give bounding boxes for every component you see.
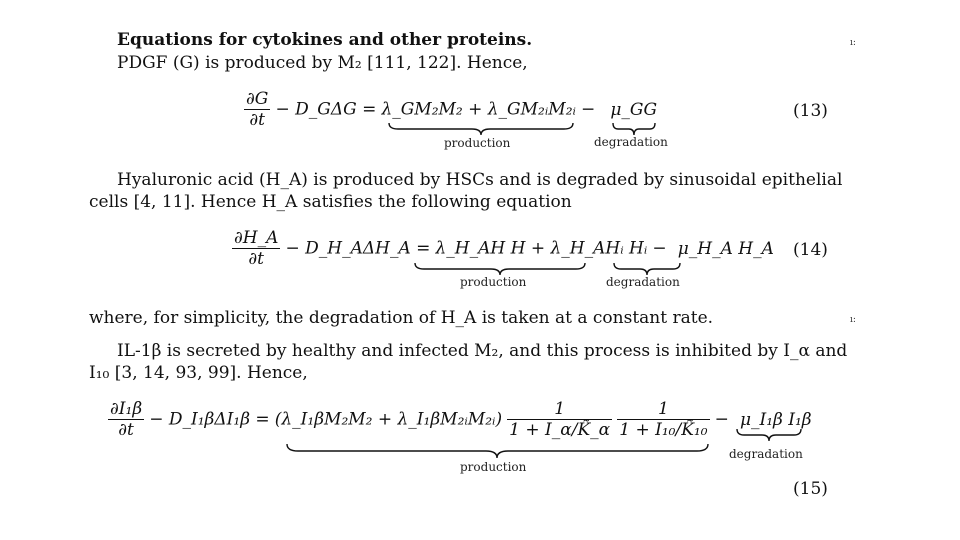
eq14-lhs-fraction <box>232 228 280 269</box>
paragraph-1: PDGF (G) is produced by M₂ [111, 122]. Hence, <box>117 53 528 73</box>
eq14-production: λ_H_AH H + λ_H_AHᵢ Hᵢ <box>435 238 648 259</box>
eq15-production-brace <box>286 443 710 459</box>
paragraph-4-line-1: IL-1β is secreted by healthy and infected M₂, and this process is inhibited by I_α and <box>117 341 848 361</box>
eq15-inhibition-fraction-1 <box>507 399 612 440</box>
margin-mark: ı: <box>850 38 856 48</box>
paragraph-4-line-2: I₁₀ [3, 14, 93, 99]. Hence, <box>89 363 308 383</box>
eq14-number: (14) <box>793 240 828 260</box>
margin-mark: ı: <box>850 315 856 325</box>
eq15-number: (15) <box>793 479 828 499</box>
eq14-degradation-label: degradation <box>606 275 680 289</box>
paragraph-3: where, for simplicity, the degradation of H_A is taken at a constant rate. <box>89 308 714 328</box>
eq15-lhs-fraction <box>108 399 144 440</box>
eq15-minus: − <box>714 409 729 430</box>
eq14-degradation-brace <box>613 262 681 276</box>
eq15-frac2-numerator: 1 <box>657 399 669 419</box>
equation-15 <box>108 399 812 440</box>
eq13-production: λ_GM₂M₂ + λ_GM₂ᵢM₂ᵢ <box>381 99 576 120</box>
eq13-degradation: μ_GG <box>610 99 658 120</box>
eq14-production-label: production <box>460 275 527 289</box>
eq14-degradation: μ_H_A H_A <box>677 238 774 259</box>
eq14-lhs-rest: − D_H_AΔH_A = <box>285 238 431 259</box>
eq15-lhs-rest: − D_I₁βΔI₁β = <box>149 409 270 430</box>
eq15-frac1-numerator: 1 <box>554 399 566 419</box>
eq13-lhs-fraction <box>244 89 270 130</box>
eq13-degradation-brace <box>612 122 656 136</box>
paragraph-2-line-2: cells [4, 11]. Hence H_A satisfies the following equation <box>89 192 572 212</box>
eq14-production-brace <box>414 262 586 276</box>
eq13-minus: − <box>581 99 596 120</box>
eq13-lhs-rest: − D_GΔG = <box>275 99 377 120</box>
eq13-production-label: production <box>444 136 511 150</box>
eq15-lhs-denominator: ∂t <box>118 420 134 440</box>
eq13-lhs-denominator: ∂t <box>249 110 265 130</box>
eq13-lhs-numerator: ∂G <box>246 89 269 109</box>
eq15-lhs-numerator: ∂I₁β <box>110 399 143 419</box>
section-heading: Equations for cytokines and other proteins. <box>117 30 533 50</box>
paragraph-2-line-1: Hyaluronic acid (H_A) is produced by HSCs and is degraded by sinusoidal epithelial <box>117 170 843 190</box>
eq15-inhibition-fraction-2 <box>617 399 709 440</box>
eq15-degradation: μ_I₁β I₁β <box>739 409 812 430</box>
eq15-production-label: production <box>460 460 527 474</box>
eq15-degradation-label: degradation <box>729 447 803 461</box>
eq13-degradation-label: degradation <box>594 135 668 149</box>
eq14-lhs-denominator: ∂t <box>248 249 265 269</box>
eq13-number: (13) <box>793 101 828 121</box>
eq15-degradation-brace <box>736 428 802 442</box>
eq13-production-brace <box>388 122 574 136</box>
eq14-lhs-numerator: ∂H_A <box>234 228 279 248</box>
eq14-minus: − <box>652 238 667 259</box>
eq15-production: (λ_I₁βM₂M₂ + λ_I₁βM₂ᵢM₂ᵢ) <box>274 409 503 430</box>
eq15-frac2-denominator: 1 + I₁₀/K̃₁₀ <box>619 420 708 440</box>
eq15-frac1-denominator: 1 + I_α/K̃_α <box>509 420 611 440</box>
